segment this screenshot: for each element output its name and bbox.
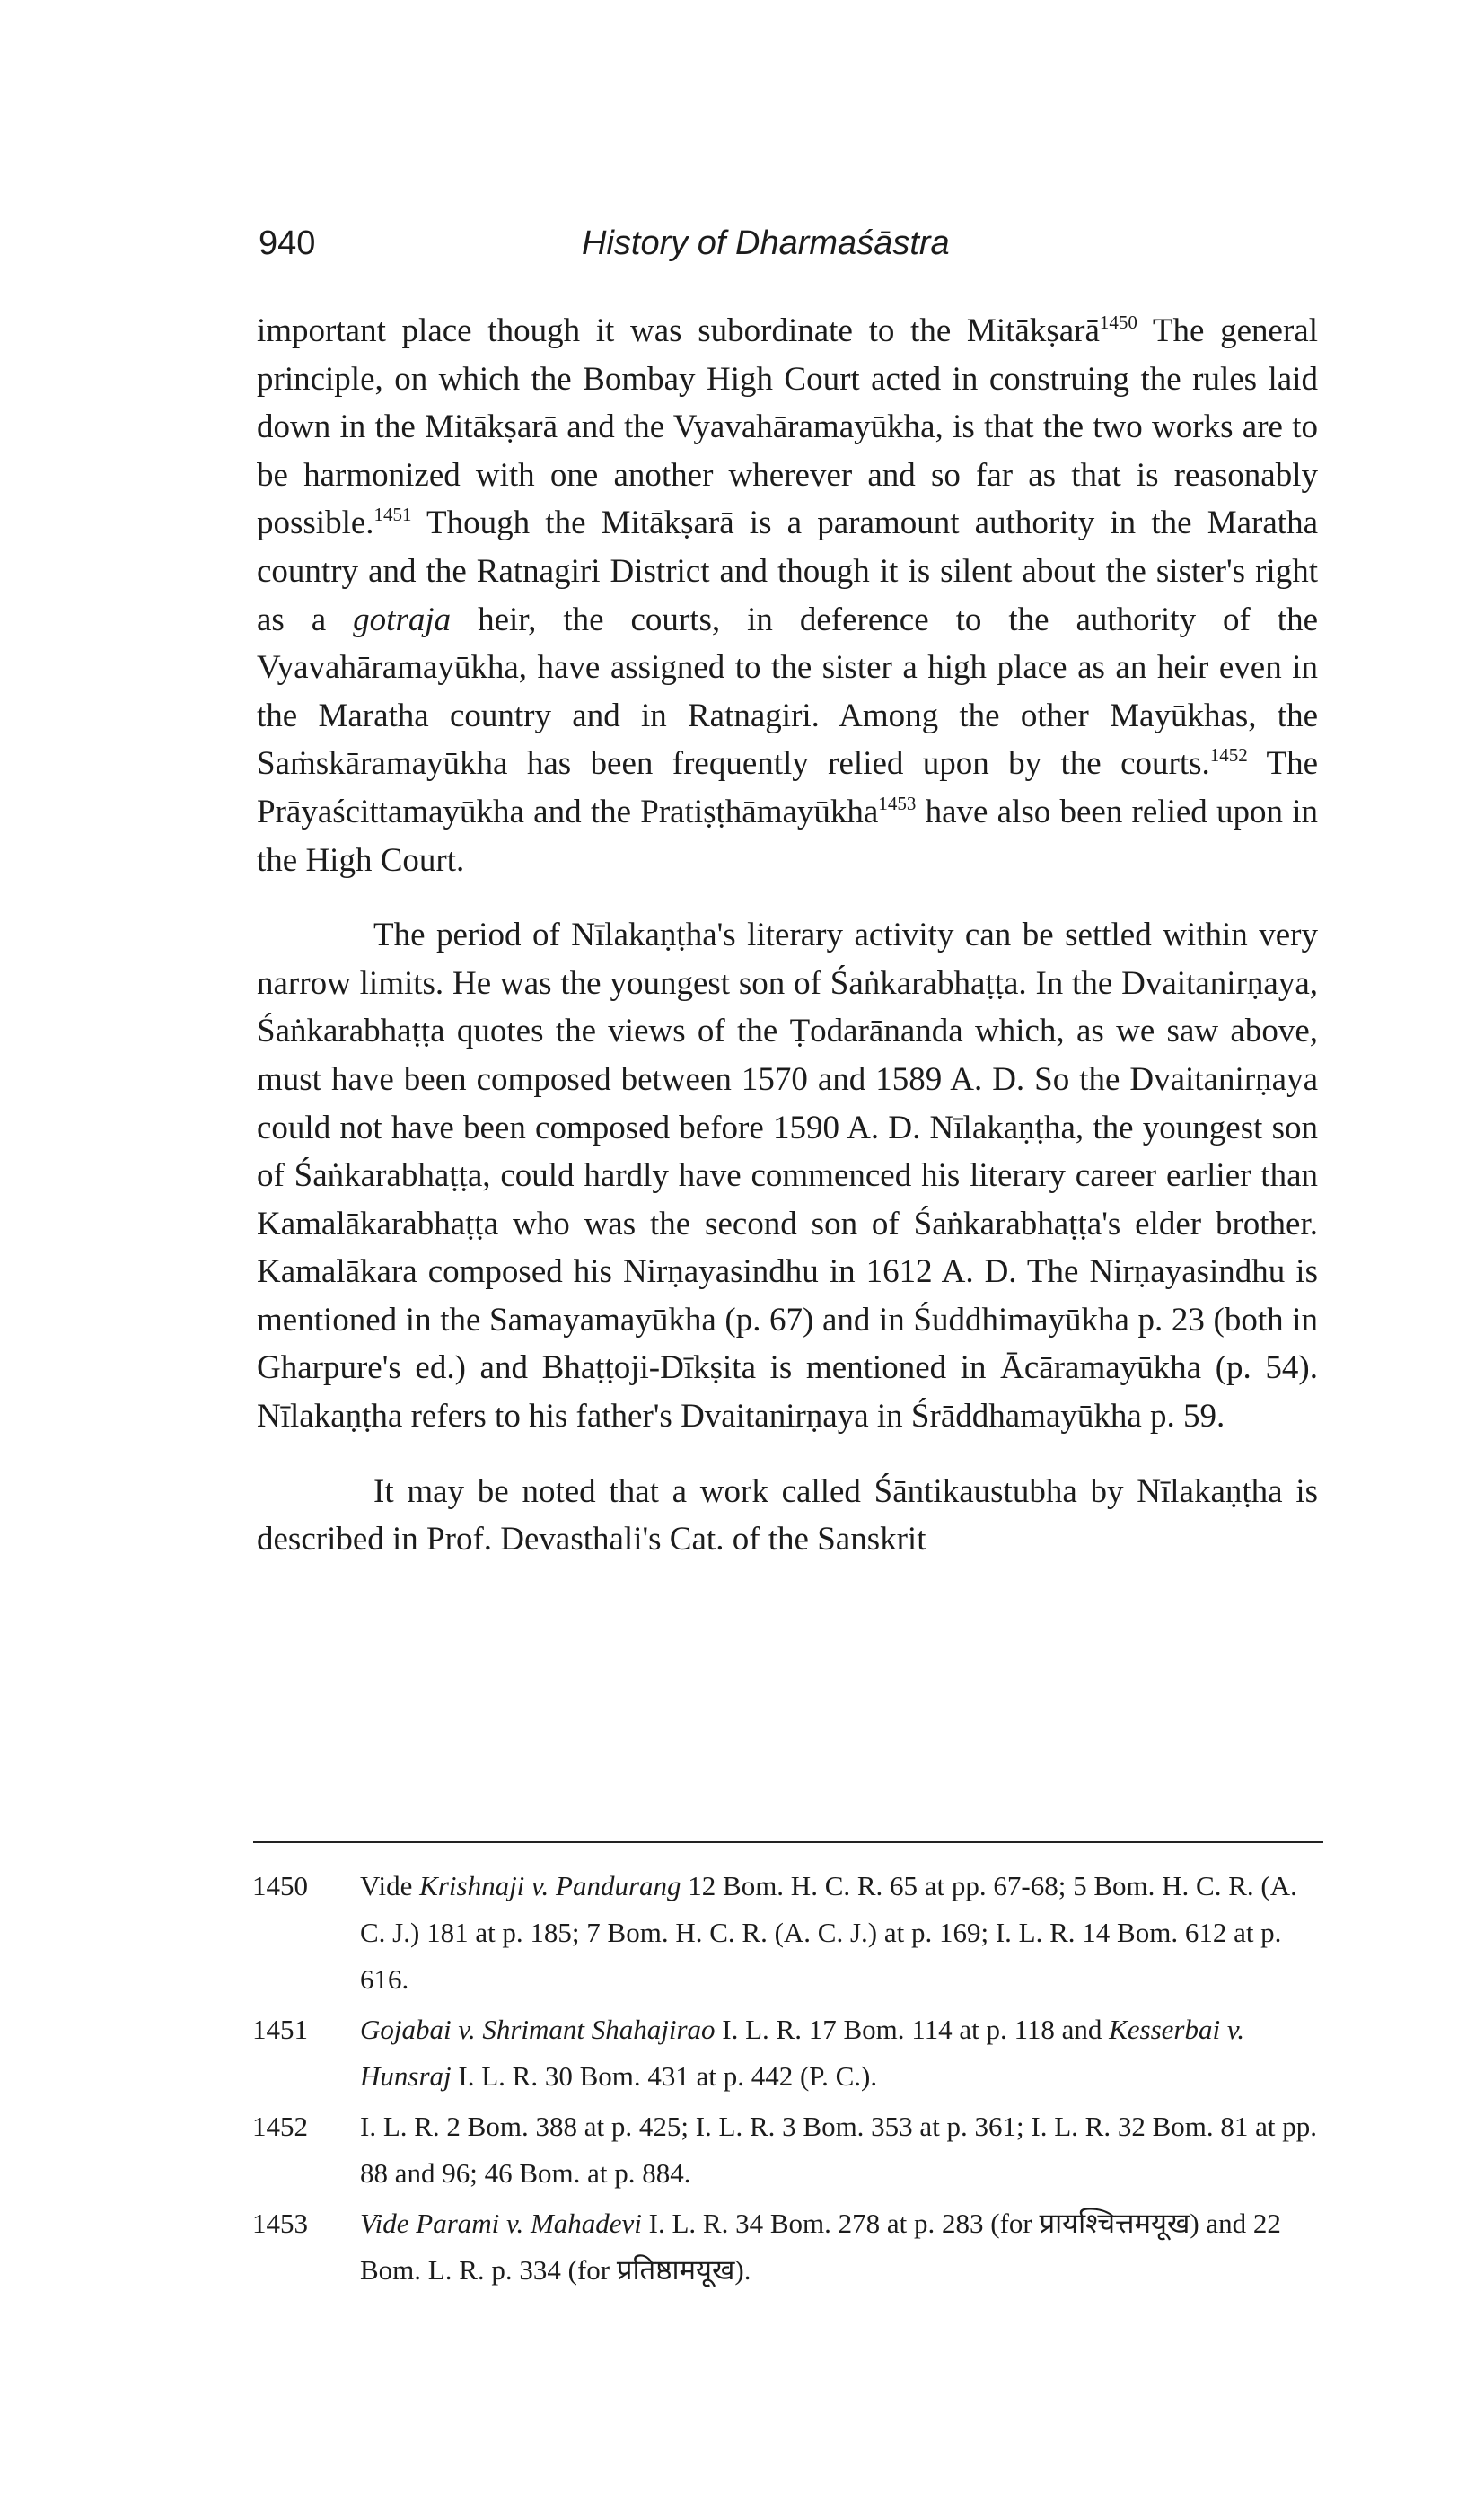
footnote-1453: 1453 Vide Parami v. Mahadevi I. L. R. 34 Bom. 278 at p. 283 (for प्रायश्चित्तमयूख) and 22 Bom. L. R. p. 334 (for प्रतिष्ठामयूख). xyxy=(252,2200,1321,2294)
footnote-number: 1452 xyxy=(252,2111,308,2142)
body-text xyxy=(257,307,1318,1564)
footnote-1452: 1452 I. L. R. 2 Bom. 388 at p. 425; I. L. R. 3 Bom. 353 at p. 361; I. L. R. 32 Bom. 81 at pp. 88 and 96; 46 Bom. at p. 884. xyxy=(252,2103,1321,2197)
footnote-ref-1451: 1451 xyxy=(373,504,412,526)
page-header xyxy=(259,224,1318,278)
footnote-number: 1453 xyxy=(252,2208,308,2239)
footnote-1450: 1450 Vide Krishnaji v. Pandurang 12 Bom. H. C. R. 65 at pp. 67-68; 5 Bom. H. C. R. (A. C. J.) 181 at p. 185; 7 Bom. H. C. R. (A. C. J.) at p. 169; I. L. R. 14 Bom. 612 at p. 616. xyxy=(252,1863,1321,2003)
paragraph-2: The period of Nīlakaṇṭha's literary activity can be settled within very narrow limits. He was the youngest son of Śaṅkarabhaṭṭa. In the Dvaitanirṇaya, Śaṅkarabhaṭṭa quotes the views of the Ṭodarānanda which, as we saw above, must have been composed between 1570 and 1589 A. D. So the Dvaitanirṇaya could not have been composed before 1590 A. D. Nīlakaṇṭha, the youngest son of Śaṅkarabhaṭṭa, could hardly have commenced his literary career earlier than Kamalākarabhaṭṭa who was the second son of Śaṅkarabhaṭṭa's elder brother. Kamalākara composed his Nirṇayasindhu in 1612 A. D. The Nirṇayasindhu is mentioned in the Samayamayūkha (p. 67) and in Śuddhimayūkha p. 23 (both in Gharpure's ed.) and Bhaṭṭoji-Dīkṣita is mentioned in Ācāramayūkha (p. 54). Nīlakaṇṭha refers to his father's Dvaitanirṇaya in Śrāddhamayūkha p. 59. xyxy=(257,917,1318,1435)
footnote-1451: 1451 Gojabai v. Shrimant Shahajirao I. L. R. 17 Bom. 114 at p. 118 and Kesserbai v. Hunsraj I. L. R. 30 Bom. 431 at p. 442 (P. C.). xyxy=(252,2006,1321,2100)
footnote-number: 1450 xyxy=(252,1870,308,1901)
footnotes xyxy=(252,1863,1321,2294)
running-title: History of Dharmaśāstra xyxy=(582,224,950,262)
page-number: 940 xyxy=(259,224,316,262)
footnote-ref-1452: 1452 xyxy=(1209,744,1248,767)
paragraph-3: It may be noted that a work called Śāntikaustubha by Nīlakaṇṭha is described in Prof. Devasthali's Cat. of the Sanskrit xyxy=(257,1472,1318,1558)
footnote-divider xyxy=(253,1841,1323,1843)
footnote-number: 1451 xyxy=(252,2014,308,2045)
footnote-ref-1453: 1453 xyxy=(878,792,917,814)
gotraja-term: gotraja xyxy=(353,601,452,638)
paragraph-1: important place though it was subordinate to the Mitākṣarā$^{1450}$ The general principle, on which the Bombay High Court acted in construing the rules laid down in the Mitākṣarā and the Vyavahāramayūkha, is that the two works are to be harmonized with one another wherever and so far as that is reasonably possible.$^{1451}$ Though the Mitākṣarā is a paramount authority in the Maratha country and the Ratnagiri District and though it is silent about the sister's right as a gotraja heir, the courts, in deference to the authority of the Vyavahāramayūkha, have assigned to the sister a high place as an heir even in the Maratha country and in Ratnagiri. Among the other Mayūkhas, the Saṁskāramayūkha has been frequently relied upon by the courts.$^{1452}$ The Prāyaścittamayūkha and the Pratiṣṭhāmayūkha$^{1453}$ have also been relied upon in the High Court. xyxy=(257,312,1318,879)
footnote-ref-1450: 1450 xyxy=(1099,312,1137,333)
